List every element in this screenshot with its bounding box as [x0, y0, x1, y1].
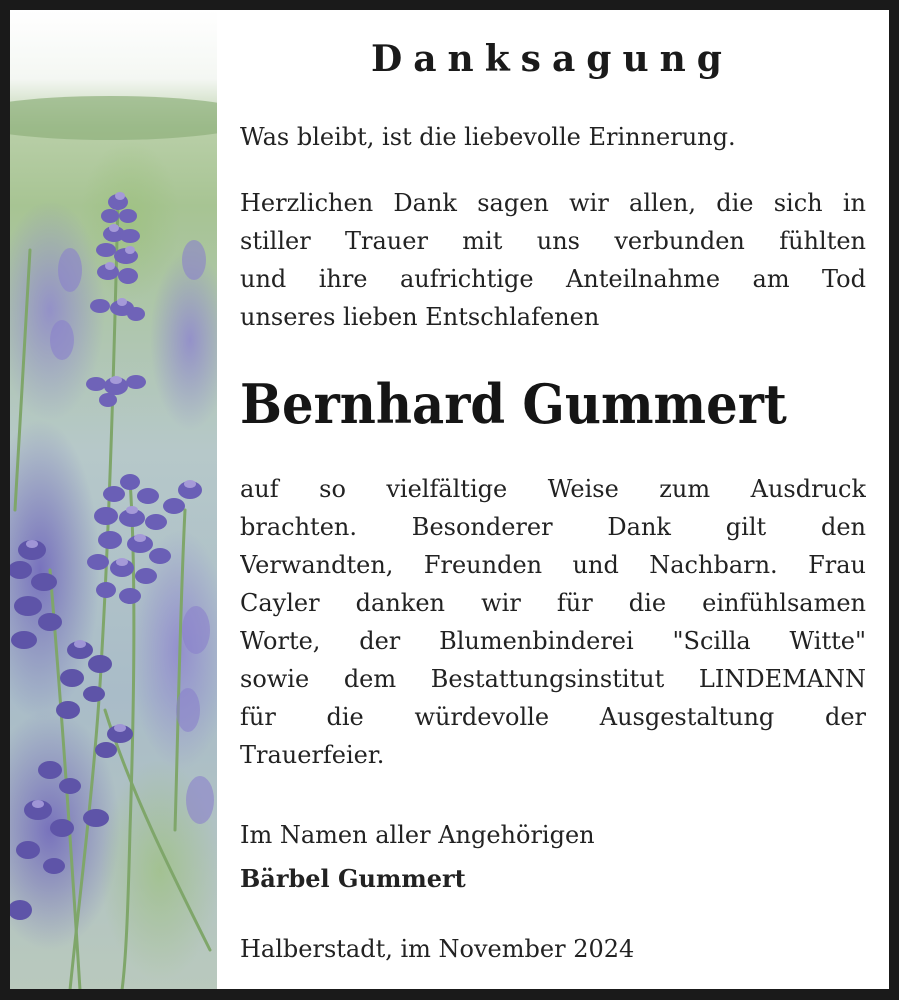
body-line: Verwandten, Freunden und Nachbarn. Frau: [240, 551, 866, 579]
lavender-flowers-icon: [10, 10, 217, 990]
body-line: für die würdevolle Ausgestaltung der: [240, 703, 866, 731]
intro-paragraph: [240, 184, 866, 336]
intro-line: Herzlichen Dank sagen wir allen, die sich in: [240, 189, 866, 217]
signer-name: Bärbel Gummert: [240, 864, 466, 893]
on-behalf-line: Im Namen aller Angehörigen: [240, 821, 595, 849]
place-date: Halberstadt, im November 2024: [240, 935, 635, 963]
notice-title: Danksagung: [371, 38, 733, 80]
lavender-photo: [10, 10, 217, 990]
intro-line: und ihre aufrichtige Anteilnahme am Tod: [240, 265, 866, 293]
body-line: Cayler danken wir für die einfühlsamen: [240, 589, 866, 617]
body-line: sowie dem Bestattungsinstitut LINDEMANN: [240, 665, 866, 693]
body-line: brachten. Besonderer Dank gilt den: [240, 513, 866, 541]
body-line: auf so vielfältige Weise zum Ausdruck: [240, 475, 866, 503]
intro-line: unseres lieben Entschlafenen: [240, 303, 600, 331]
deceased-name: Bernhard Gummert: [240, 372, 787, 436]
motto-line: Was bleibt, ist die liebevolle Erinnerung.: [240, 123, 736, 151]
body-paragraph: [240, 470, 866, 774]
intro-line: stiller Trauer mit uns verbunden fühlten: [240, 227, 866, 255]
body-line: Worte, der Blumenbinderei "Scilla Witte": [240, 627, 866, 655]
body-line: Trauerfeier.: [240, 741, 385, 769]
notice-text-column: [230, 10, 866, 990]
